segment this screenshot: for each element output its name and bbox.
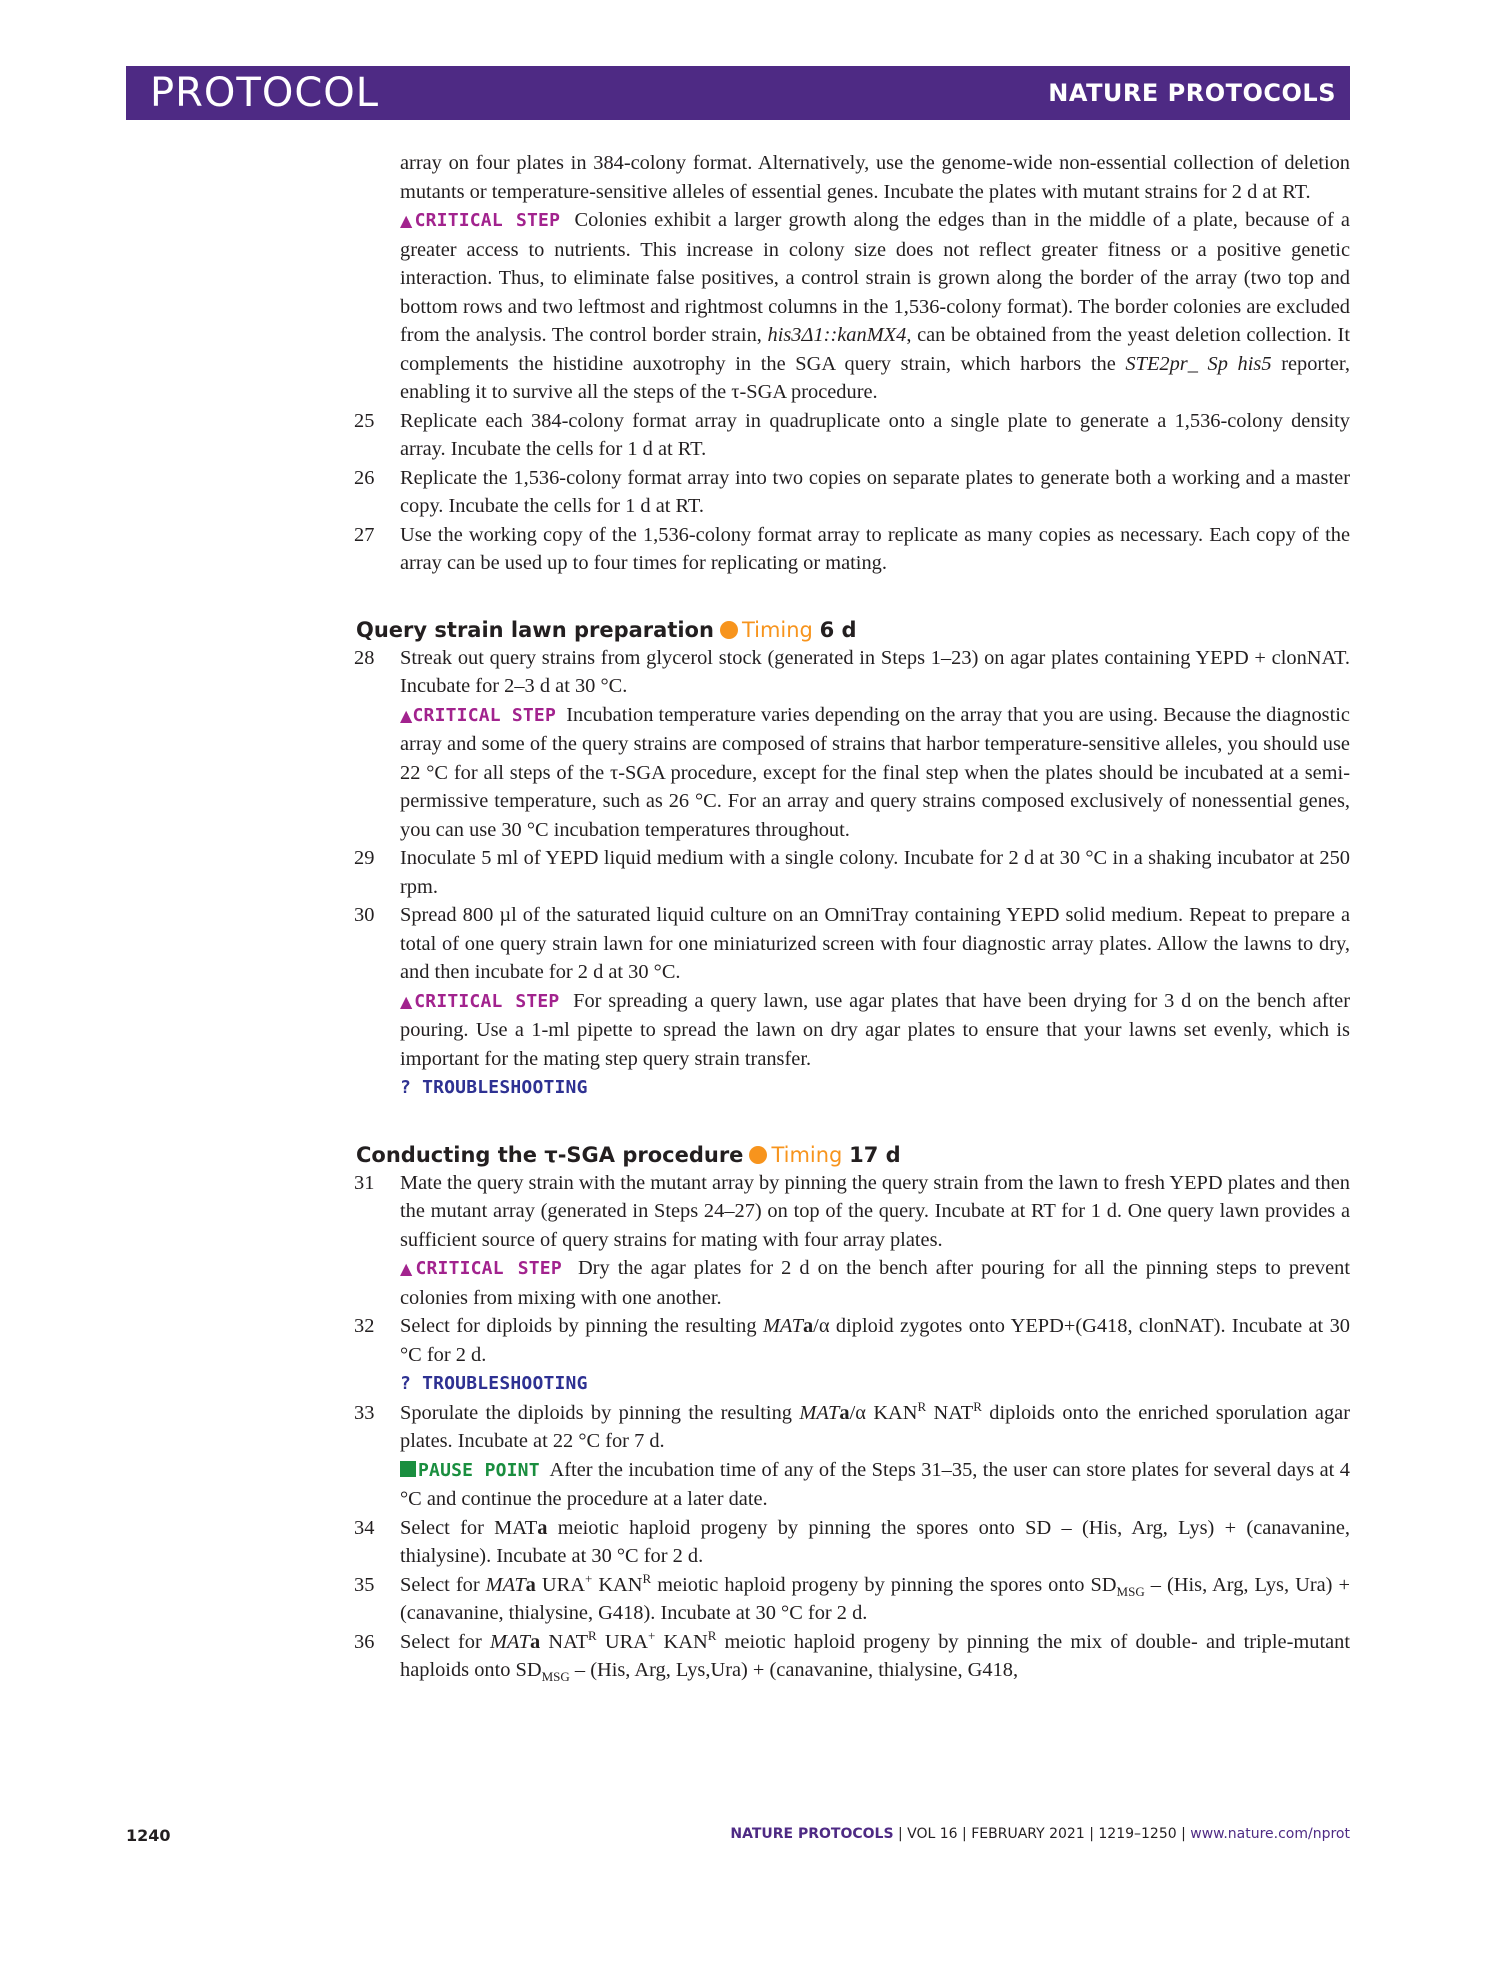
footer-url-link[interactable]: www.nature.com/nprot [1190,1826,1350,1842]
pause-point-label: PAUSE POINT [400,1460,540,1481]
header-bar [126,66,1350,120]
critical-step-note: ▲CRITICAL STEP Colonies exhibit a larger growth along the edges than in the middle of a plate, because of a greater access to nutrients. This increase in colony size does not reflect greater fitness or a positive genetic interaction. Thus, to eliminate false positives, a control strain is grown along the border of the array (two top and bottom rows and two leftmost and rightmost columns in the 1,536-colony format). The border colonies are excluded from the analysis. The control border strain, his3Δ1::kanMX4, can be obtained from the yeast deletion collection. It complements the histidine auxotrophy in the SGA query strain, which harbors the STE2pr_ Sp his5 reporter, enabling it to survive all the steps of the τ-SGA procedure. [400,209,1350,403]
critical-step-note: ▲CRITICAL STEP Dry the agar plates for 2 d on the bench after pouring for all the pinning steps to prevent colonies from mixing with one another. [400,1257,1350,1309]
step-number: 27 [354,523,375,546]
step-32 [354,1312,1350,1399]
step-number: 28 [354,646,375,669]
section-type-label: PROTOCOL [150,70,380,116]
step-30 [354,901,1351,1103]
step-25 [354,407,1350,464]
step-36 [354,1627,1351,1685]
triangle-icon: ▲ [400,705,413,725]
step-text: Sporulate the diploids by pinning the resulting MATa/α $KAN^R$ $NAT^R$ diploids onto the enriched sporulation agar plates. Incubate at 22 °C for 7 d. [400,1398,1351,1452]
critical-step-label: ▲CRITICAL STEP [400,704,557,726]
step-text: Replicate each 384-colony format array in quadruplicate onto a single plate to generate a 1,536-colony density array. Incubate the cells for 1 d at RT. [400,409,1350,460]
page-number: 1240 [126,1826,171,1845]
timing-dot-icon [720,621,738,639]
step-text: Mate the query strain with the mutant array by pinning the query strain from the lawn to fresh YEPD plates and then the mutant array (generated in Steps 24–27) on top of the query. Incubate at RT for 1 d. One query lawn provides a sufficient source of query strains for mating with four array plates. [400,1171,1350,1251]
step-26 [354,464,1350,521]
step-24-continuation [400,149,1350,407]
footer-issue: FEBRUARY 2021 [971,1826,1085,1842]
triangle-icon: ▲ [400,1259,416,1278]
step-number: 29 [354,847,375,869]
step-35 [354,1570,1350,1628]
footer-pages: 1219–1250 [1098,1826,1177,1842]
pause-point-note: PAUSE POINT After the incubation time of any of the Steps 31–35, the user can store plates for several days at 4 °C and continue the procedure at a later date. [400,1458,1350,1510]
section-heading-query-lawn: Query strain lawn preparation Timing 6 d [356,617,857,642]
step-number: 31 [354,1171,375,1194]
step-text: Streak out query strains from glycerol stock (generated in Steps 1–23) on agar plates containing YEPD + clonNAT. Incubate for 2–3 d at 30 °C. [400,646,1350,697]
step-text: array on four plates in 384-colony format. Alternatively, use the genome-wide non-essential collection of deletion mutants or temperature-sensitive alleles of essential genes. Incubate the plates with mutant strains for 2 d at RT. [400,152,1350,203]
step-text: Select for MATa URA+ $KAN^R$ meiotic haploid progeny by pinning the spores onto $SD_{MSG} - (His$, Arg, Lys, Ura) + (canavanine, thialysine, G418). Incubate at 30 °C for 2 d. [400,1570,1350,1624]
step-text: Inoculate 5 ml of YEPD liquid medium with a single colony. Incubate for 2 d at 30 °C in a shaking incubator at 250 rpm. [400,847,1350,898]
step-28 [354,644,1350,845]
footer-citation: NATURE PROTOCOLS | VOL 16 | FEBRUARY 2021 | 1219–1250 | www.nature.com/nprot [730,1826,1350,1842]
troubleshooting-link[interactable]: ? TROUBLESHOOTING [400,1077,588,1098]
main-content [354,149,1351,1685]
step-text: Spread 800 µl of the saturated liquid culture on an OmniTray containing YEPD solid medium. Repeat to prepare a total of one query strain lawn for one miniaturized screen with four diagnostic array plates. Allow the lawns to dry, and then incubate for 2 d at 30 °C. [400,904,1350,983]
critical-step-label: ▲CRITICAL STEP [400,1258,562,1279]
critical-step-note: ▲CRITICAL STEP Incubation temperature varies depending on the array that you are using. Because the diagnostic array and some of the query strains are composed of strains that harbor temperature-sensitive alleles, you should use 22 °C for all steps of the τ-SGA procedure, except for the final step when the plates should be incubated at a semi-permissive temperature, such as 26 °C. For an array and query strains composed exclusively of nonessential genes, you can use 30 °C incubation temperatures throughout. [400,703,1350,841]
step-text: Select for diploids by pinning the resulting MATa/α diploid zygotes onto YEPD+(G418, clonNAT). Incubate at 30 °C for 2 d. [400,1315,1350,1366]
step-text: Select for MATa meiotic haploid progeny by pinning the spores onto SD – (His, Arg, Lys) + (canavanine, thialysine). Incubate at 30 °C for 2 d. [400,1516,1351,1567]
step-text: Use the working copy of the 1,536-colony format array to replicate as many copies as necessary. Each copy of the array can be used up to four times for replicating or mating. [400,523,1350,574]
square-icon [400,1461,416,1477]
step-29 [354,844,1350,901]
step-number: 26 [354,466,375,489]
journal-name: NATURE PROTOCOLS [1048,79,1336,107]
step-number: 36 [354,1630,375,1653]
footer-journal: NATURE PROTOCOLS [730,1826,894,1842]
critical-step-label: ▲CRITICAL STEP [400,990,560,1012]
critical-step-note: ▲CRITICAL STEP For spreading a query lawn, use agar plates that have been drying for 3 d on the bench after pouring. Use a 1-ml pipette to spread the lawn on dry agar plates to ensure that your lawns set evenly, which is important for the mating step query strain transfer. [400,989,1351,1070]
step-number: 32 [354,1315,375,1337]
step-number: 25 [354,409,375,432]
footer-volume: VOL 16 [907,1826,958,1842]
step-33 [354,1398,1351,1514]
step-number: 33 [354,1401,375,1424]
timing-dot-icon [749,1146,767,1164]
step-text: Replicate the 1,536-colony format array into two copies on separate plates to generate both a working and a master copy. Incubate the cells for 1 d at RT. [400,466,1350,517]
step-number: 30 [354,904,375,926]
triangle-icon: ▲ [400,211,415,230]
step-number: 34 [354,1516,375,1539]
critical-step-label: ▲CRITICAL STEP [400,210,561,231]
troubleshooting-link[interactable]: ? TROUBLESHOOTING [400,1373,588,1394]
step-31 [354,1169,1350,1313]
step-number: 35 [354,1573,375,1596]
triangle-icon: ▲ [400,991,415,1011]
step-text: Select for MATa $NAT^R$ URA+ $KAN^R$ meiotic haploid progeny by pinning the mix of double- and triple-mutant haploids onto $SD_{MSG} - (His$, Arg, Lys,Ura) + (canavanine, thialysine, G418, [400,1627,1351,1685]
section-heading-tau-sga: Conducting the τ-SGA procedure Timing 17 d [356,1142,901,1167]
step-27 [354,521,1350,578]
step-34 [354,1514,1351,1571]
